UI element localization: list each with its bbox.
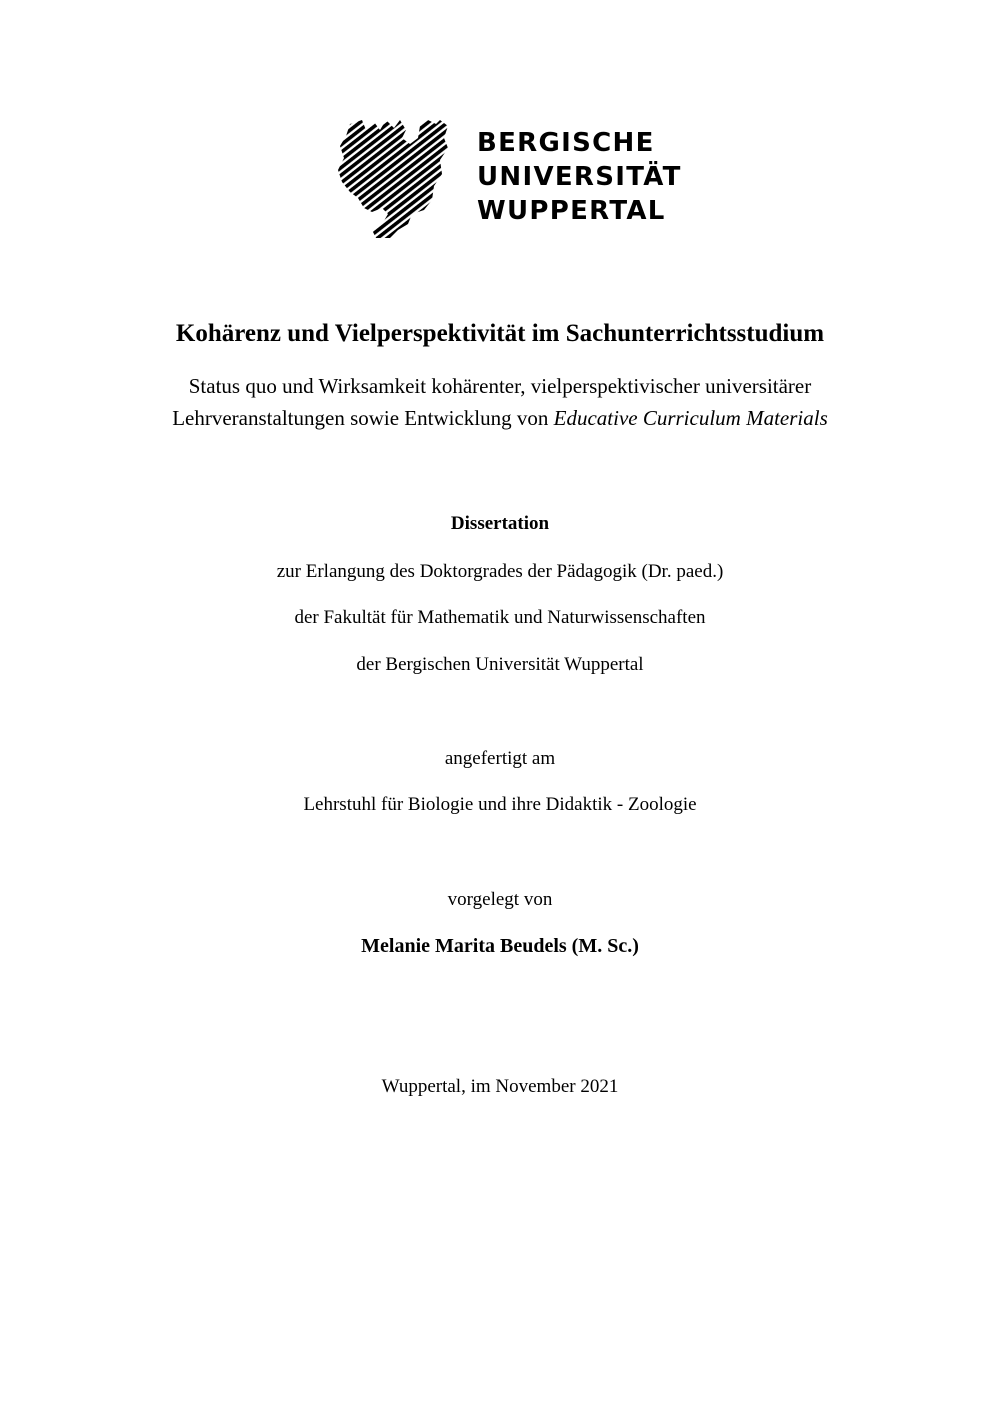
university-name-line-2: UNIVERSITÄT xyxy=(477,162,682,192)
subtitle-line-2-italic: Educative Curriculum Materials xyxy=(553,406,828,430)
subtitle-line-1: Status quo und Wirksamkeit kohärenter, vielperspektivischer universitärer xyxy=(188,374,812,398)
author-name: Melanie Marita Beudels (M. Sc.) xyxy=(361,935,639,957)
place-date: Wuppertal, im November 2021 xyxy=(381,1076,619,1097)
thesis-subtitle xyxy=(0,370,1000,434)
prepared-label: angefertigt am xyxy=(444,748,556,769)
thesis-title: Kohärenz und Vielperspektivität im Sachunterrichtsstudium xyxy=(175,320,825,347)
document-type: Dissertation xyxy=(450,513,550,534)
university-name xyxy=(477,126,682,228)
university-name-line-1: BERGISCHE xyxy=(477,128,655,158)
subtitle-line-2-plain: Lehrveranstaltungen sowie Entwicklung von xyxy=(172,406,554,430)
university-logo xyxy=(336,116,682,240)
degree-line-1: zur Erlangung des Doktorgrades der Pädagogik (Dr. paed.) xyxy=(276,561,724,582)
subtitle-line-2 xyxy=(0,402,1000,434)
degree-line-3: der Bergischen Universität Wuppertal xyxy=(356,654,644,675)
degree-line-2: der Fakultät für Mathematik und Naturwissenschaften xyxy=(294,607,706,628)
chair-name: Lehrstuhl für Biologie und ihre Didaktik - Zoologie xyxy=(303,794,697,815)
submitted-label: vorgelegt von xyxy=(447,889,553,910)
lion-emblem-icon xyxy=(336,116,452,240)
university-name-line-3: WUPPERTAL xyxy=(477,196,666,226)
